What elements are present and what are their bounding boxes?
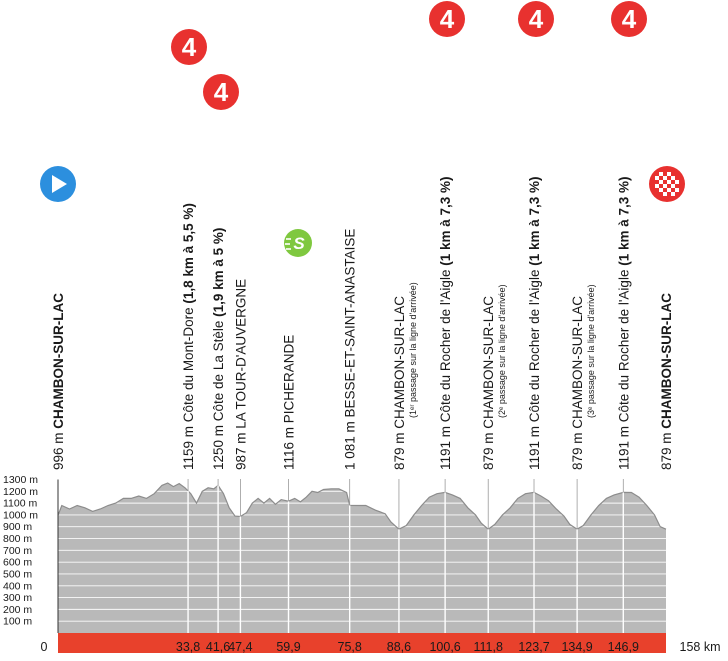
marker-label	[233, 279, 248, 470]
y-tick-label: 400 m	[3, 580, 33, 593]
finish-checker-cell	[663, 188, 667, 192]
finish-checker-cell	[671, 172, 675, 176]
marker-label-group	[282, 335, 297, 470]
marker-label-group	[211, 228, 226, 470]
y-tick-label: 300 m	[3, 592, 33, 605]
marker-name: Côte du Rocher de l'Aigle	[438, 265, 454, 423]
marker-name: CHAMBON-SUR-LAC	[659, 292, 674, 429]
km-label-start: 0	[40, 640, 48, 654]
km-label: 59,9	[276, 640, 301, 654]
marker-name: Côte du Mont-Dore	[181, 303, 197, 423]
y-tick-label: 1000 m	[3, 509, 39, 522]
finish-checker-cell	[655, 176, 659, 180]
marker-label	[211, 228, 226, 470]
category-4-icon-label: 4	[528, 4, 544, 34]
category-4-icon-label: 4	[213, 77, 229, 107]
y-tick-label: 700 m	[3, 544, 33, 557]
finish-checker-cell	[671, 192, 675, 196]
finish-checker-cell	[671, 188, 675, 192]
marker-climb-detail: (1 km à 7,3 %)	[438, 176, 454, 266]
marker-altitude: 996 m	[51, 428, 66, 470]
finish-checker-cell	[655, 184, 659, 188]
marker-name: CHAMBON-SUR-LAC	[570, 295, 586, 429]
km-label: 146,9	[607, 640, 639, 654]
marker-label-group	[481, 284, 507, 470]
marker-label	[659, 293, 674, 470]
finish-checker-cell	[659, 192, 663, 196]
marker-label-group	[527, 177, 542, 471]
marker-label	[282, 335, 297, 470]
marker-label-group	[392, 282, 418, 470]
category-4-icon-label: 4	[181, 32, 197, 62]
km-label: 33,8	[175, 640, 201, 654]
category-4-icon-label: 4	[439, 4, 455, 34]
marker-label	[438, 177, 453, 471]
marker-altitude: 1 081 m	[342, 417, 358, 470]
marker-label-group	[616, 177, 631, 471]
finish-checker-cell	[671, 184, 675, 188]
marker-name: PICHERANDE	[281, 334, 297, 424]
finish-checker-cell	[675, 184, 679, 188]
finish-checker-cell	[659, 172, 663, 176]
km-label: 134,9	[561, 640, 593, 654]
finish-checker-cell	[675, 180, 679, 184]
marker-label	[392, 296, 407, 470]
y-tick-label: 1200 m	[3, 485, 39, 498]
marker-name: BESSE-ET-SAINT-ANASTAISE	[342, 228, 358, 418]
marker-name: CHAMBON-SUR-LAC	[391, 295, 407, 429]
marker-label	[181, 203, 196, 470]
marker-sub-label: (1ᵉʳ passage sur la ligne d'arrivée)	[407, 282, 418, 418]
marker-altitude: 879 m	[570, 428, 586, 470]
km-label: 111,8	[473, 640, 503, 654]
marker-label	[527, 177, 542, 471]
marker-label-group	[438, 177, 453, 471]
finish-checker-cell	[667, 180, 671, 184]
finish-checker-cell	[667, 184, 671, 188]
finish-checker-cell	[655, 188, 659, 192]
finish-checker-cell	[663, 180, 667, 184]
finish-checker-cell	[667, 176, 671, 180]
marker-altitude: 987 m	[233, 428, 249, 470]
marker-name: Côte du Rocher de l'Aigle	[527, 265, 543, 423]
finish-checker-cell	[663, 176, 667, 180]
y-tick-label: 200 m	[3, 603, 33, 616]
marker-sub-label: (2ᵉ passage sur la ligne d'arrivée)	[497, 284, 508, 418]
km-label-end: 158 km	[679, 640, 721, 654]
marker-label-group	[233, 279, 248, 470]
finish-checker-cell	[659, 184, 663, 188]
y-tick-label: 100 m	[3, 615, 33, 628]
finish-checker-cell	[663, 172, 667, 176]
marker-altitude: 1191 m	[527, 422, 543, 470]
finish-checker-cell	[671, 176, 675, 180]
marker-altitude: 1191 m	[616, 422, 632, 470]
finish-checker-cell	[663, 192, 667, 196]
finish-checker-cell	[655, 180, 659, 184]
marker-altitude: 1250 m	[211, 421, 227, 470]
finish-checker-cell	[675, 176, 679, 180]
marker-name: LA TOUR-D'AUVERGNE	[233, 278, 249, 429]
marker-altitude: 879 m	[659, 428, 674, 470]
marker-name: CHAMBON-SUR-LAC	[51, 292, 66, 429]
marker-altitude: 879 m	[481, 428, 497, 470]
marker-label	[343, 229, 358, 470]
finish-checker-cell	[671, 180, 675, 184]
marker-name: Côte de La Stèle	[211, 316, 227, 422]
y-tick-label: 600 m	[3, 556, 33, 569]
marker-climb-detail: (1 km à 7,3 %)	[616, 176, 632, 266]
sprint-icon-label: S	[293, 234, 305, 253]
marker-label-group	[570, 284, 596, 470]
finish-checker-cell	[663, 184, 667, 188]
finish-checker-cell	[667, 192, 671, 196]
y-tick-label: 1300 m	[3, 474, 39, 486]
y-tick-label: 800 m	[3, 533, 33, 546]
marker-name: CHAMBON-SUR-LAC	[481, 295, 497, 429]
category-4-icon-label: 4	[621, 4, 637, 34]
km-label: 75,8	[337, 640, 362, 654]
y-tick-label: 1100 m	[3, 497, 38, 510]
marker-altitude: 1116 m	[281, 423, 297, 470]
marker-climb-detail: (1 km à 7,3 %)	[527, 176, 543, 266]
marker-label-group	[181, 203, 196, 470]
finish-checker-cell	[675, 188, 679, 192]
marker-altitude: 1191 m	[438, 422, 454, 470]
km-label: 100,6	[429, 640, 461, 654]
marker-label	[481, 296, 496, 470]
finish-checker-cell	[667, 172, 671, 176]
finish-checker-cell	[659, 180, 663, 184]
finish-checker-cell	[659, 188, 663, 192]
marker-name: Côte du Rocher de l'Aigle	[616, 265, 632, 423]
marker-altitude: 1159 m	[181, 422, 197, 470]
marker-label	[51, 293, 66, 470]
km-label: 41,6	[205, 640, 231, 654]
finish-checker-cell	[659, 176, 663, 180]
y-tick-label: 900 m	[3, 521, 33, 534]
km-label: 47,4	[228, 640, 253, 654]
marker-label-group	[343, 229, 358, 470]
marker-label	[570, 296, 585, 470]
marker-label-group	[51, 293, 66, 470]
marker-climb-detail: (1,9 km à 5 %)	[211, 227, 227, 317]
marker-label-group	[659, 293, 674, 470]
km-label: 88,6	[386, 640, 412, 654]
marker-climb-detail: (1,8 km à 5,5 %)	[181, 203, 197, 304]
marker-sub-label: (3ᵉ passage sur la ligne d'arrivée)	[586, 284, 597, 418]
km-label: 123,7	[518, 640, 550, 654]
y-tick-label: 500 m	[3, 568, 33, 581]
finish-checker-cell	[667, 188, 671, 192]
marker-altitude: 879 m	[391, 428, 407, 470]
marker-label	[616, 177, 631, 471]
